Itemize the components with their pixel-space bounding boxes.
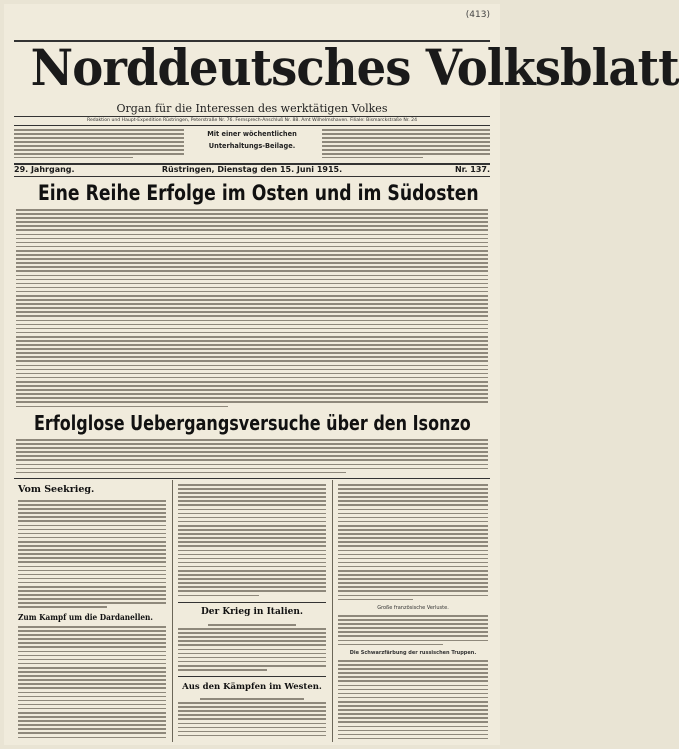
advertisement-info	[322, 125, 490, 163]
westen-rule	[178, 676, 326, 677]
right-column-body-top	[338, 484, 488, 603]
headline-east: Eine Reihe Erfolge im Osten und im Südosten	[38, 181, 479, 205]
westen-body	[178, 698, 326, 739]
section-westen: Aus den Kämpfen im Westen.	[182, 682, 322, 692]
supplement-line-1: Mit einer wöchentlichen	[207, 130, 297, 138]
columns-top-rule	[14, 478, 490, 479]
volume: 29. Jahrgang.	[14, 165, 75, 174]
supplement-notice	[188, 128, 316, 152]
seekrieg-body	[18, 500, 166, 611]
offices-line: Redaktion und Haupt-Expedition Rüstringen, Peterstraße Nr. 76. Fernsprech-Anschluß Nr. 88. Amt Wilhelmshaven. Filiale: Bismarckstraße Nr. 24	[86, 118, 417, 123]
motto: Organ für die Interessen des werktätigen Volkes	[116, 102, 388, 115]
column-divider-1	[172, 480, 173, 742]
section-italien: Der Krieg in Italien.	[200, 607, 304, 617]
caption-frankreich: Große französische Verluste.	[377, 605, 449, 611]
issue-number: Nr. 137.	[454, 165, 490, 174]
newspaper-page	[4, 4, 679, 745]
dateline-bottom-rule	[14, 176, 490, 177]
caption-truppen: Die Schwarzfärbung der russischen Truppen.	[349, 650, 477, 656]
article-isonzo-body	[16, 439, 488, 476]
dardanellen-body	[18, 626, 166, 741]
page-number: (413)	[465, 10, 490, 20]
article-east-body	[16, 209, 488, 410]
section-seekrieg: Vom Seekrieg.	[18, 484, 95, 495]
dateline	[14, 164, 490, 175]
truppen-body	[338, 660, 488, 742]
italien-body	[178, 624, 326, 673]
place-date: Rüstringen, Dienstag den 15. Juni 1915.	[161, 165, 343, 174]
supplement-line-2: Unterhaltungs-Beilage.	[208, 142, 296, 150]
middle-column-body-top	[178, 484, 326, 599]
masthead: Norddeutsches Volksblatt	[30, 38, 679, 97]
italien-rule	[178, 602, 326, 603]
masthead-rule	[14, 116, 490, 117]
section-dardanellen: Zum Kampf um die Dardanellen.	[18, 612, 153, 622]
frankreich-body	[338, 615, 488, 648]
subscription-info	[14, 125, 184, 163]
column-divider-2	[332, 480, 333, 742]
headline-isonzo: Erfolglose Uebergangsversuche über den Isonzo	[34, 411, 471, 435]
